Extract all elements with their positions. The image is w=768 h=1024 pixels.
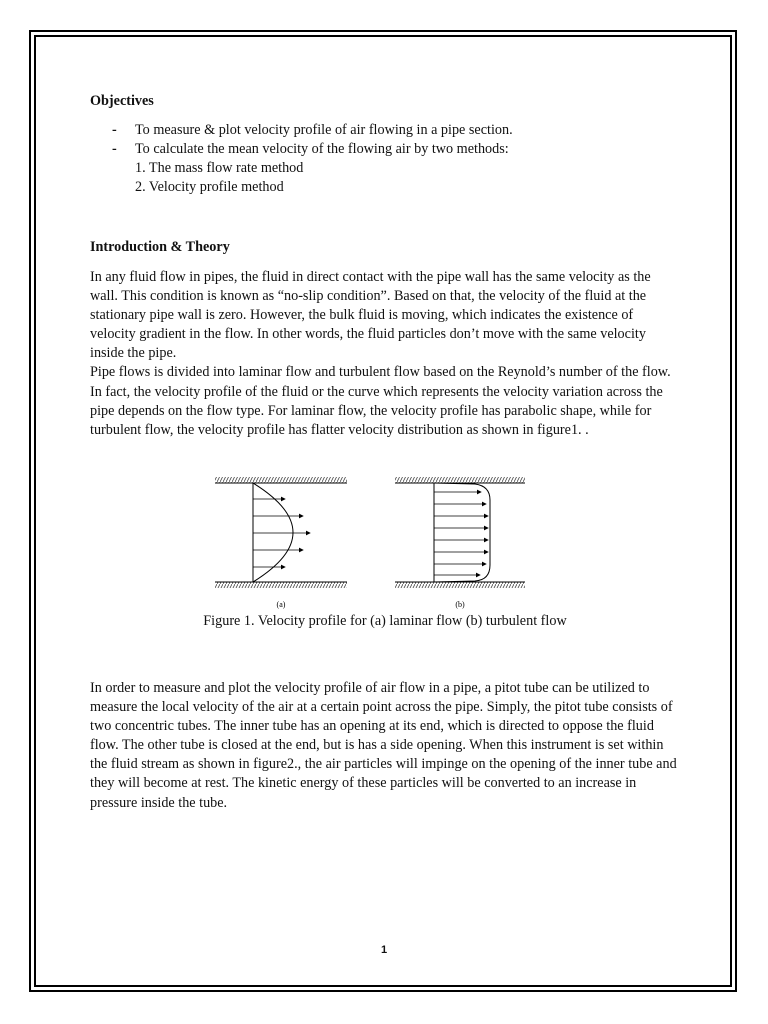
method-item: 2. Velocity profile method — [135, 179, 284, 195]
figure-caption: Figure 1. Velocity profile for (a) laminar flow (b) turbulent flow — [203, 613, 567, 629]
objectives-heading: Objectives — [90, 93, 154, 109]
intro-heading: Introduction & Theory — [90, 239, 230, 255]
paragraph-no-slip: In any fluid flow in pipes, the fluid in direct contact with the pipe wall has the same velocity as the wall. This condition is known as “no-slip condition”. Based on that, the velocity of the fluid at the stationary pipe wall is zero. However, the bulk fluid is moving, which indicates the existence of velocity gradient in the flow. In other words, the fluid particles don’t move with the same velocity inside the pipe. — [90, 269, 651, 362]
objective-item: - To measure & plot velocity profile of air flowing in a pipe section. — [112, 122, 513, 138]
label-a: (a) — [276, 600, 286, 609]
objective-item: - To calculate the mean velocity of the flowing air by two methods: — [112, 141, 509, 157]
page-number: 1 — [380, 944, 388, 956]
label-b: (b) — [455, 600, 465, 609]
velocity-profile-figure — [205, 470, 545, 620]
laminar-profile-diagram — [215, 477, 347, 588]
turbulent-profile-diagram — [395, 477, 525, 588]
paragraph-flow-types: Pipe flows is divided into laminar flow and turbulent flow based on the Reynold’s number of the flow. In fact, the velocity profile of the fluid or the curve which represents the velocity variation across the pipe depends on the flow type. For laminar flow, the velocity profile has parabolic shape, while for turbulent flow, the velocity profile has flatter velocity distribution as shown in figure1. . — [90, 364, 671, 438]
intro-text — [90, 268, 680, 440]
objectives-list — [90, 121, 513, 197]
method-item: 1. The mass flow rate method — [135, 160, 304, 176]
paragraph-pitot-tube: In order to measure and plot the velocity profile of air flow in a pipe, a pitot tube can be utilized to measure the local velocity of the air at a certain point across the pipe. Simply, the pitot tube consists of two concentric tubes. The inner tube has an opening at its end, which is directed to oppose the fluid flow. The other tube is closed at the end, but is has a side opening. When this instrument is set within the fluid stream as shown in figure2., the air particles will impinge on the opening of the inner tube and they will become at rest. The kinetic energy of these particles will be converted to an increase in pressure inside the tube. — [90, 680, 677, 811]
